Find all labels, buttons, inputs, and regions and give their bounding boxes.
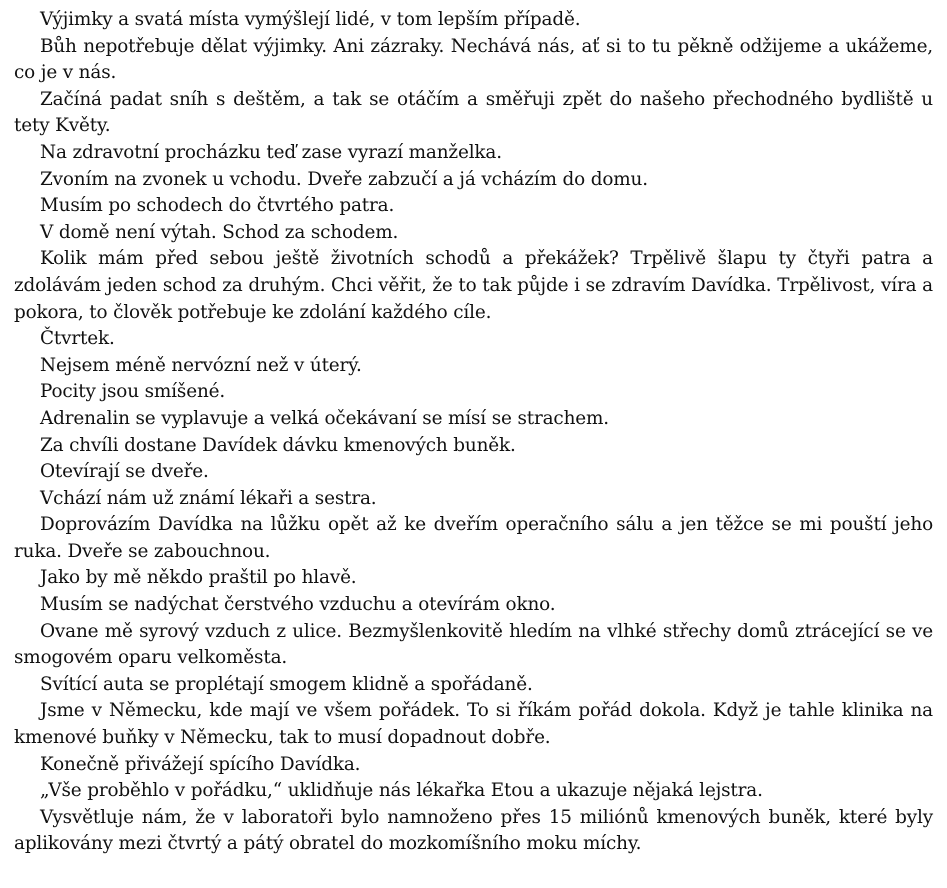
paragraph: Adrenalin se vyplavuje a velká očekávaní se mísí se strachem. <box>40 407 609 429</box>
paragraph: Svítící auta se proplétají smogem klidně a spořádaně. <box>40 673 533 695</box>
paragraph: Otevírají se dveře. <box>40 461 209 483</box>
paragraph: Za chvíli dostane Davídek dávku kmenových buněk. <box>40 434 516 456</box>
paragraph: Doprovázím Davídka na lůžku opět až ke dveřím operačního sálu a jen těžce se mi pouští jeho ruka. Dveře se zabouchnou. <box>14 514 933 562</box>
paragraph: Ovane mě syrový vzduch z ulice. Bezmyšlenkovitě hledím na vlhké střechy domů ztrácející se ve smogovém oparu velkoměsta. <box>14 620 933 669</box>
paragraph: Bůh nepotřebuje dělat výjimky. Ani zázraky. Nechává nás, ať si to tu pěkně odžijeme a ukážeme, co je v nás. <box>14 35 933 84</box>
paragraph: V domě není výtah. Schod za schodem. <box>40 221 399 243</box>
paragraph: Vysvětluje nám, že v laboratoři bylo namnoženo přes 15 miliónů kmenových buněk, které byly aplikovány mezi čtvrtý a pátý obratel do mozkomíšního moku míchy. <box>14 806 933 855</box>
paragraph: Musím se nadýchat čerstvého vzduchu a otevírám okno. <box>40 594 556 616</box>
paragraph: Zvoním na zvonek u vchodu. Dveře zabzučí a já vcházím do domu. <box>40 168 648 190</box>
paragraph: Čtvrtek. <box>40 328 115 350</box>
paragraph: Začíná padat sníh s deštěm, a tak se otáčím a směřuji zpět do našeho přechodného bydliště u tety Květy. <box>14 88 933 137</box>
paragraph: Vchází nám už známí lékaři a sestra. <box>40 487 377 509</box>
paragraph: Jsme v Německu, kde mají ve všem pořádek. To si říkám pořád dokola. Když je tahle klinika na kmenové buňky v Německu, tak to musí dopadnout dobře. <box>14 700 933 749</box>
document-body <box>14 7 933 858</box>
paragraph: Musím po schodech do čtvrtého patra. <box>40 195 395 217</box>
paragraph: Nejsem méně nervózní než v úterý. <box>40 354 362 376</box>
paragraph: Kolik mám před sebou ještě životních schodů a překážek? Trpělivě šlapu ty čtyři patra a zdolávám jeden schod za druhým. Chci věřit, že to tak půjde i se zdravím Davídka. Trpělivost, víra a pokora, to člověk potřebuje ke zdolání každého cíle. <box>14 248 933 323</box>
paragraph: „Vše proběhlo v pořádku,“ uklidňuje nás lékařka Etou a ukazuje nějaká lejstra. <box>40 780 763 802</box>
paragraph: Konečně přivážejí spícího Davídka. <box>40 753 361 775</box>
paragraph: Pocity jsou smíšené. <box>40 381 226 403</box>
paragraph: Na zdravotní procházku teď zase vyrazí manželka. <box>40 141 502 163</box>
paragraph: Výjimky a svatá místa vymýšlejí lidé, v tom lepším případě. <box>40 9 581 30</box>
paragraph: Jako by mě někdo praštil po hlavě. <box>40 567 357 589</box>
